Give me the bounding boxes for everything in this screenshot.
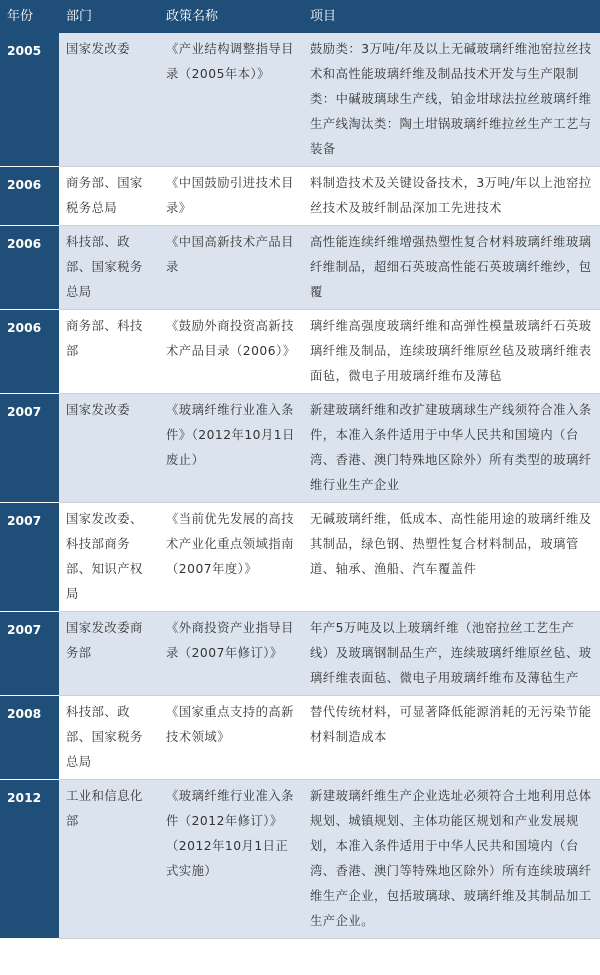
cell-item: 无碱玻璃纤维，低成本、高性能用途的玻璃纤维及其制品，绿色钢、热塑性复合材料制品，玻璃管道、轴承、渔船、汽车覆盖件 (303, 503, 600, 612)
cell-department: 国家发改委 (59, 394, 159, 503)
cell-year: 2006 (0, 226, 59, 310)
table-row (0, 696, 600, 780)
cell-policy-name: 《玻璃纤维行业准入条件（2012年修订）》（2012年10月1日正式实施） (159, 780, 303, 939)
header-year: 年份 (0, 0, 59, 33)
cell-year: 2007 (0, 612, 59, 696)
cell-item: 新建玻璃纤维和改扩建玻璃球生产线须符合准入条件，本准入条件适用于中华人民共和国境内（台湾、香港、澳门特殊地区除外）所有类型的玻璃纤维行业生产企业 (303, 394, 600, 503)
cell-year: 2008 (0, 696, 59, 780)
cell-policy-name: 《中国鼓励引进技术目录》 (159, 167, 303, 226)
header-policy-name: 政策名称 (159, 0, 303, 33)
cell-item: 料制造技术及关键设备技术，3万吨/年以上池窑拉丝技术及玻纤制品深加工先进技术 (303, 167, 600, 226)
cell-department: 国家发改委商务部 (59, 612, 159, 696)
cell-item: 璃纤维高强度玻璃纤维和高弹性模量玻璃纤石英玻璃纤维及制品，连续玻璃纤维原丝毡及玻璃纤维表面毡，微电子用玻璃纤维布及薄毡 (303, 310, 600, 394)
cell-department: 科技部、政部、国家税务总局 (59, 696, 159, 780)
cell-department: 工业和信息化部 (59, 780, 159, 939)
cell-item: 年产5万吨及以上玻璃纤维（池窑拉丝工艺生产线）及玻璃钢制品生产，连续玻璃纤维原丝毡、玻璃纤维表面毡、微电子用玻璃纤维布及薄毡生产 (303, 612, 600, 696)
cell-year: 2006 (0, 167, 59, 226)
cell-item: 替代传统材料，可显著降低能源消耗的无污染节能材料制造成本 (303, 696, 600, 780)
cell-year: 2005 (0, 33, 59, 167)
cell-year: 2007 (0, 503, 59, 612)
table-row (0, 780, 600, 939)
cell-item: 新建玻璃纤维生产企业选址必须符合土地利用总体规划、城镇规划、主体功能区规划和产业发展规划，本准入条件适用于中华人民共和国境内（台湾、香港、澳门等特殊地区除外）所有连续玻璃纤维生产企业，包括玻璃球、玻璃纤维及其制品加工生产企业。 (303, 780, 600, 939)
header-department: 部门 (59, 0, 159, 33)
cell-policy-name: 《国家重点支持的高新技术领域》 (159, 696, 303, 780)
table-row (0, 612, 600, 696)
table-row (0, 310, 600, 394)
cell-department: 商务部、科技部 (59, 310, 159, 394)
cell-year: 2006 (0, 310, 59, 394)
table-row (0, 33, 600, 167)
header-item: 项目 (303, 0, 600, 33)
table-row (0, 226, 600, 310)
cell-policy-name: 《外商投资产业指导目录（2007年修订）》 (159, 612, 303, 696)
cell-item: 高性能连续纤维增强热塑性复合材料玻璃纤维玻璃纤维制品，超细石英玻高性能石英玻璃纤维纱，包覆 (303, 226, 600, 310)
cell-year: 2012 (0, 780, 59, 939)
cell-policy-name: 《鼓励外商投资高新技术产品目录（2006）》 (159, 310, 303, 394)
cell-policy-name: 《当前优先发展的高技术产业化重点领域指南（2007年度）》 (159, 503, 303, 612)
cell-policy-name: 《玻璃纤维行业准入条件》（2012年10月1日废止） (159, 394, 303, 503)
table-row (0, 394, 600, 503)
cell-item: 鼓励类：3万吨/年及以上无碱玻璃纤维池窑拉丝技术和高性能玻璃纤维及制品技术开发与生产限制类：中碱玻璃球生产线，铂金坩球法拉丝玻璃纤维生产线淘汰类：陶土坩锅玻璃纤维拉丝生产工艺与装备 (303, 33, 600, 167)
cell-department: 国家发改委、科技部商务部、知识产权局 (59, 503, 159, 612)
table-header-row (0, 0, 600, 33)
cell-department: 科技部、政部、国家税务总局 (59, 226, 159, 310)
table-row (0, 167, 600, 226)
cell-policy-name: 《中国高新技术产品目录 (159, 226, 303, 310)
cell-department: 商务部、国家税务总局 (59, 167, 159, 226)
cell-year: 2007 (0, 394, 59, 503)
cell-policy-name: 《产业结构调整指导目录（2005年本）》 (159, 33, 303, 167)
cell-department: 国家发改委 (59, 33, 159, 167)
table-row (0, 503, 600, 612)
